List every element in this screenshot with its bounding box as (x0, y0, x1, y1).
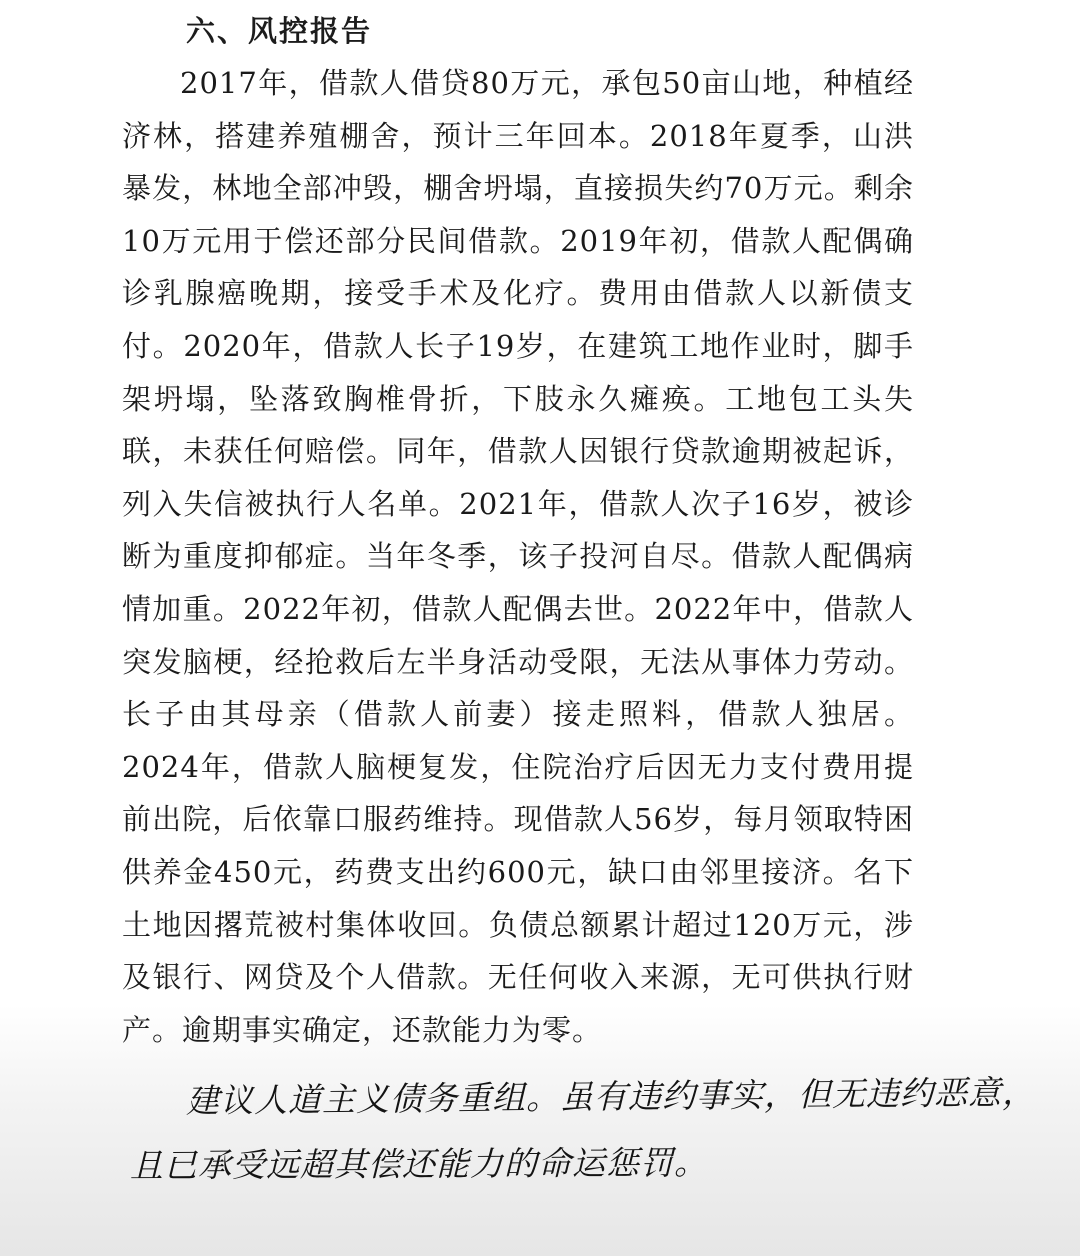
handwritten-note (129, 1070, 1037, 1198)
handwritten-note-line-1: 建议人道主义债务重组。虽有违约事实，但无违约恶意， (185, 1072, 1037, 1121)
section-heading: 六、风控报告 (186, 14, 373, 48)
risk-report-body: 2017年，借款人借贷80万元，承包50亩山地，种植经济林，搭建养殖棚舍，预计三年回本。2018年夏季，山洪暴发，林地全部冲毁，棚舍坍塌，直接损失约70万元。剩余10万元用于偿还部分民间借款。2019年初，借款人配偶确诊乳腺癌晚期，接受手术及化疗。费用由借款人以新债支付。2020年，借款人长子19岁，在建筑工地作业时，脚手架坍塌，坠落致胸椎骨折，下肢永久瘫痪。工地包工头失联，未获任何赔偿。同年，借款人因银行贷款逾期被起诉，列入失信被执行人名单。2021年，借款人次子16岁，被诊断为重度抑郁症。当年冬季，该子投河自尽。借款人配偶病情加重。2022年初，借款人配偶去世。2022年中，借款人突发脑梗，经抢救后左半身活动受限，无法从事体力劳动。长子由其母亲（借款人前妻）接走照料，借款人独居。2024年，借款人脑梗复发，住院治疗后因无力支付费用提前出院，后依靠口服药维持。现借款人56岁，每月领取特困供养金450元，药费支出约600元，缺口由邻里接济。名下土地因撂荒被村集体收回。负债总额累计超过120万元，涉及银行、网贷及个人借款。无任何收入来源，无可供执行财产。逾期事实确定，还款能力为零。 (122, 66, 914, 1047)
handwritten-note-line-2: 且已承受远超其偿还能力的命运惩罚。 (129, 1142, 709, 1185)
